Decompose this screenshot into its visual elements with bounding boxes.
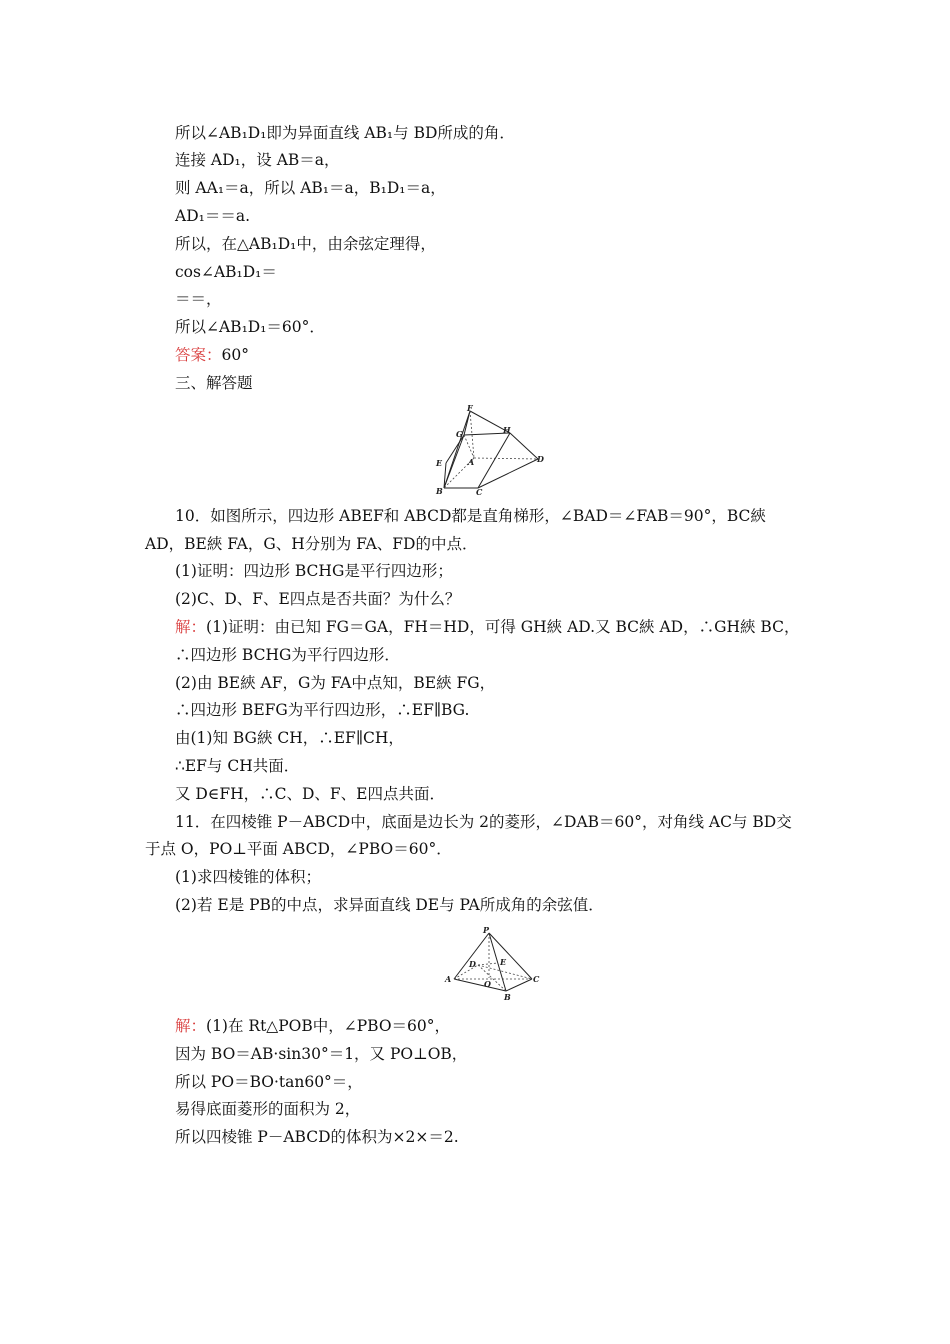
text-line: 因为 BO＝AB·sin30°＝1，又 PO⊥OB， (175, 1045, 468, 1063)
figure-1-diagram (430, 403, 550, 498)
label-B: B (504, 992, 511, 1002)
label-A: A (468, 457, 475, 467)
text-line: (1)证明：四边形 BCHG是平行四边形； (175, 562, 453, 580)
answer-label: 答案： (175, 346, 222, 364)
label-E: E (500, 957, 507, 967)
text-line: (2)若 E是 PB的中点，求异面直线 DE与 PA所成角的余弦值． (175, 896, 604, 914)
text-line: (1)求四棱锥的体积； (175, 868, 321, 886)
text-line: AD，BE綊 FA，G、H分别为 FA、FD的中点． (145, 535, 478, 553)
text-line: ＝＝， (175, 290, 222, 308)
text-line: 所以∠AB₁D₁＝60°． (175, 318, 325, 336)
section-heading: 三、解答题 (175, 374, 253, 392)
label-G: G (456, 429, 463, 439)
text-line: ∴四边形 BCHG为平行四边形． (175, 646, 400, 664)
text-line: 连接 AD₁，设 AB＝a， (175, 151, 340, 169)
figure-2-diagram (440, 925, 545, 1005)
text-line: 由(1)知 BG綊 CH，∴EF∥CH， (175, 729, 404, 747)
text-line: 易得底面菱形的面积为 2， (175, 1100, 361, 1118)
solution-line: 解：(1)在 Rt△POB中，∠PBO＝60°， (175, 1017, 451, 1035)
text-line: 则 AA₁＝a，所以 AB₁＝a，B₁D₁＝a， (175, 179, 446, 197)
text-line: 10．如图所示，四边形 ABEF和 ABCD都是直角梯形，∠BAD＝∠FAB＝90°，BC綊 (175, 507, 766, 525)
text-line: ∴四边形 BEFG为平行四边形，∴EF∥BG. (175, 701, 470, 719)
label-O: O (484, 979, 491, 989)
text-line: 11．在四棱锥 P－ABCD中，底面是边长为 2的菱形，∠DAB＝60°，对角线 AC与 BD交 (175, 813, 792, 831)
label-H: H (503, 425, 511, 435)
text-line: 所以，在△AB₁D₁中，由余弦定理得， (175, 235, 436, 253)
label-C: C (533, 974, 540, 984)
text-line: ∴EF与 CH共面． (175, 757, 300, 775)
text-line: 又 D∈FH，∴C、D、F、E四点共面． (175, 785, 445, 803)
label-D: D (469, 959, 476, 969)
text-line: 于点 O，PO⊥平面 ABCD，∠PBO＝60°． (145, 840, 452, 858)
text-line: (2)由 BE綊 AF，G为 FA中点知，BE綊 FG， (175, 674, 496, 692)
label-C: C (476, 487, 483, 497)
label-E: E (436, 458, 443, 468)
label-D: D (537, 454, 544, 464)
solution-label: 解： (175, 618, 207, 636)
text-line: cos∠AB₁D₁＝ (175, 263, 277, 281)
label-B: B (436, 486, 443, 496)
text-line: 所以 PO＝BO·tan60°＝， (175, 1073, 363, 1091)
label-A: A (445, 974, 452, 984)
solution-label: 解： (175, 1017, 207, 1035)
answer-line: 答案：60° (175, 346, 249, 364)
text-line: AD₁＝＝a. (175, 207, 251, 225)
solution-line: 解：(1)证明：由已知 FG＝GA，FH＝HD，可得 GH綊 AD.又 BC綊 AD，∴GH綊 BC， (175, 618, 800, 636)
label-P: P (483, 925, 490, 935)
label-F: F (467, 403, 473, 413)
text-line: 所以四棱锥 P－ABCD的体积为×2×＝2. (175, 1128, 459, 1146)
text-line: 所以∠AB₁D₁即为异面直线 AB₁与 BD所成的角． (175, 124, 515, 142)
text-line: (2)C、D、F、E四点是否共面？为什么？ (175, 590, 461, 608)
